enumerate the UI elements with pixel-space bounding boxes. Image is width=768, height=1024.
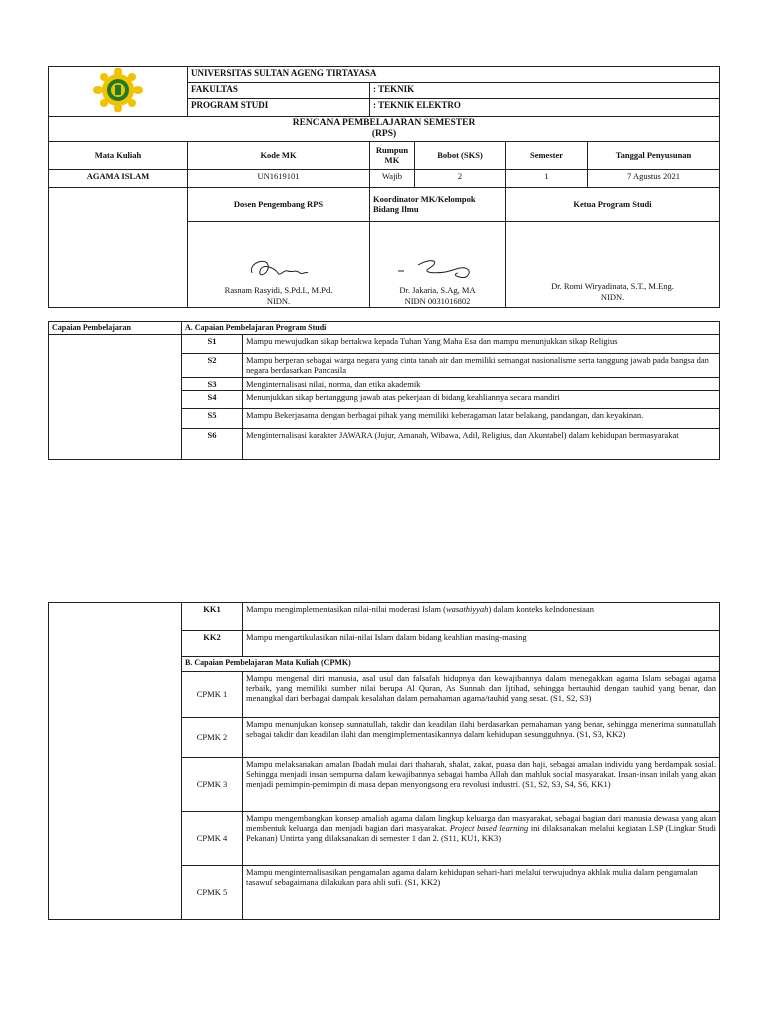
col-header-mata-kuliah: Mata Kuliah — [49, 141, 188, 169]
cpl-text-s5: Mampu Bekerjasama dengan berbagai pihak yang memiliki keberagaman latar belakang, pandangan, dan keyakinan. — [243, 408, 720, 428]
cpmk-code-5: CPMK 5 — [182, 866, 243, 920]
rps-header-table — [48, 66, 720, 308]
value-tanggal: 7 Agustus 2021 — [588, 169, 720, 187]
faculty-value: : TEKNIK — [370, 82, 720, 98]
dosen-name: Rasnam Rasyidi, S.Pd.I., M.Pd. — [224, 285, 333, 296]
cpmk-blank-cell — [49, 603, 182, 920]
cpl-code-s4: S4 — [182, 390, 243, 408]
sig-header-kaprodi: Ketua Program Studi — [506, 187, 720, 221]
signature-blank-cell — [49, 187, 188, 307]
cpmk-code-2: CPMK 2 — [182, 718, 243, 758]
value-mata-kuliah: AGAMA ISLAM — [49, 169, 188, 187]
value-bobot: 2 — [415, 169, 506, 187]
col-header-kode-mk: Kode MK — [188, 141, 370, 169]
kk-code-kk1: KK1 — [182, 603, 243, 631]
cpl-code-s3: S3 — [182, 377, 243, 390]
cpmk-section-b: B. Capaian Pembelajaran Mata Kuliah (CPMK) — [182, 657, 720, 672]
cpmk-table — [48, 602, 720, 920]
signature-dosen — [188, 221, 370, 307]
dosen-nidn: NIDN. — [266, 295, 291, 306]
cpl-table — [48, 321, 720, 460]
cpl-text-s6: Menginternalisasi karakter JAWARA (Jujur, Amanah, Wibawa, Adil, Religius, dan Akuntabel) dalam kehidupan bermasyarakat — [243, 428, 720, 459]
cpl-text-s3: Menginternalisasi nilai, norma, dan etika akademik — [243, 377, 720, 390]
cpmk-text-4: Mampu mengembangkan konsep amaliah agama dalam lingkup keluarga dan masyarakat, sebagai bagian dari manusia dewasa yang akan membentuk keluarga dan menjadi bagian dari masyarakat. Project based learning ini dilaksanakan melalui kegiatan LSP (Lingkar Studi Pekanan) Untirta yang dilaksanakan di semester 1 dan 2. (S11, KU1, KK3) — [243, 812, 720, 866]
program-label: PROGRAM STUDI — [188, 98, 370, 116]
university-name: UNIVERSITAS SULTAN AGENG TIRTAYASA — [188, 67, 720, 83]
cpl-code-s6: S6 — [182, 428, 243, 459]
faculty-label: FAKULTAS — [188, 82, 370, 98]
kk-code-kk2: KK2 — [182, 631, 243, 657]
col-header-tanggal: Tanggal Penyusunan — [588, 141, 720, 169]
col-header-bobot: Bobot (SKS) — [415, 141, 506, 169]
cpl-code-s2: S2 — [182, 353, 243, 377]
cpl-label: Capaian Pembelajaran — [49, 322, 182, 335]
koordinator-name: Dr. Jakaria, S.Ag, MA — [399, 285, 476, 296]
signature-koordinator-image — [388, 251, 488, 285]
cpmk-text-5: Mampu menginternalisasikan pengamalan agama dalam kehidupan sehari-hari melalui terwujudnya akhlak mulia dalam pengamalan tasawuf sebagaimana dilakukan para ahli sufi. (S1, KK2) — [243, 866, 720, 920]
document-title-abbr: (RPS) — [371, 128, 397, 139]
signature-koordinator — [370, 221, 506, 307]
col-header-semester: Semester — [506, 141, 588, 169]
kaprodi-name: Dr. Romi Wiryadinata, S.T., M.Eng. — [551, 281, 674, 292]
program-value: : TEKNIK ELEKTRO — [370, 98, 720, 116]
signature-kaprodi — [506, 221, 720, 307]
cpmk-text-1: Mampu mengenal diri manusia, asal usul dan falsafah hidupnya dan kewajibannya dalam menegakkan agama Islam sebagai agama terbaik, yang memiliki sumber nilai berupa Al Quran, As Sunnah dan Ijtihad, sehingga bertauhid dengan tauhid yang benar, dan menangkal dari berbagai dampak kesalahan dalam pemahaman agama/tauhid yang sesat. (S1, S2, S3) — [243, 672, 720, 718]
cpmk-code-4: CPMK 4 — [182, 812, 243, 866]
document-title-cell — [49, 116, 720, 141]
cpl-blank-cell — [49, 334, 182, 459]
cpl-section-a: A. Capaian Pembelajaran Program Studi — [182, 322, 720, 335]
value-rumpun-mk: Wajib — [370, 169, 415, 187]
cpl-text-s1: Mampu mewujudkan sikap bertakwa kepada Tuhan Yang Maha Esa dan mampu menunjukkan sikap Religius — [243, 334, 720, 353]
cpl-code-s1: S1 — [182, 334, 243, 353]
value-semester: 1 — [506, 169, 588, 187]
university-logo — [90, 68, 146, 112]
koordinator-nidn: NIDN 0031016802 — [404, 295, 471, 306]
sig-header-koordinator: Koordinator MK/Kelompok Bidang Ilmu — [370, 187, 506, 221]
cpl-code-s5: S5 — [182, 408, 243, 428]
university-logo-cell — [49, 67, 188, 117]
cpl-text-s2: Mampu berperan sebagai warga negara yang cinta tanah air dan memiliki semangat nasionalisme serta tanggung jawab pada bangsa dan negara berdasarkan Pancasila — [243, 353, 720, 377]
kaprodi-nidn: NIDN. — [600, 291, 625, 302]
cpmk-code-1: CPMK 1 — [182, 672, 243, 718]
value-kode-mk: UN1619101 — [188, 169, 370, 187]
cpmk-text-2: Mampu menunjukan konsep sunnatullah, takdir dan keadilan ilahi berdasarkan pemahaman yang benar, sehingga menerima sunnatullah sebagai takdir dan keadilan ilahi dan mengimplementasikannya dalam kehidupan sesungguhnya. (S1, S3, KK2) — [243, 718, 720, 758]
kk-text-kk2: Mampu mengartikulasikan nilai-nilai Islam dalam bidang keahlian masing-masing — [243, 631, 720, 657]
col-header-rumpun-mk: Rumpun MK — [370, 141, 415, 169]
signature-dosen-image — [244, 251, 314, 285]
kk-text-kk1: Mampu mengimplementasikan nilai-nilai moderasi Islam (wasathiyyah) dalam konteks keIndonesiaan — [243, 603, 720, 631]
document-title: RENCANA PEMBELAJARAN SEMESTER — [292, 118, 476, 129]
sig-header-dosen: Dosen Pengembang RPS — [188, 187, 370, 221]
cpmk-code-3: CPMK 3 — [182, 758, 243, 812]
cpmk-text-3: Mampu melaksanakan amalan Ibadah mulai dari thaharah, shalat, zakat, puasa dan haji, sebagai amalan individu yang berdampak sosial. Sehingga menjadi insan sempurna dalam kewajibannya sebagai hamba Allah dan mahluk social masyarakat. Insan-insan inilah yang akan menjadi pemimpin-pemimpin di masa depan menyongsong era revolusi industri. (S1, S2, S3, S4, S6, KK1) — [243, 758, 720, 812]
cpl-text-s4: Menunjukkan sikap bertanggung jawab atas pekerjaan di bidang keahliannya secara mandiri — [243, 390, 720, 408]
